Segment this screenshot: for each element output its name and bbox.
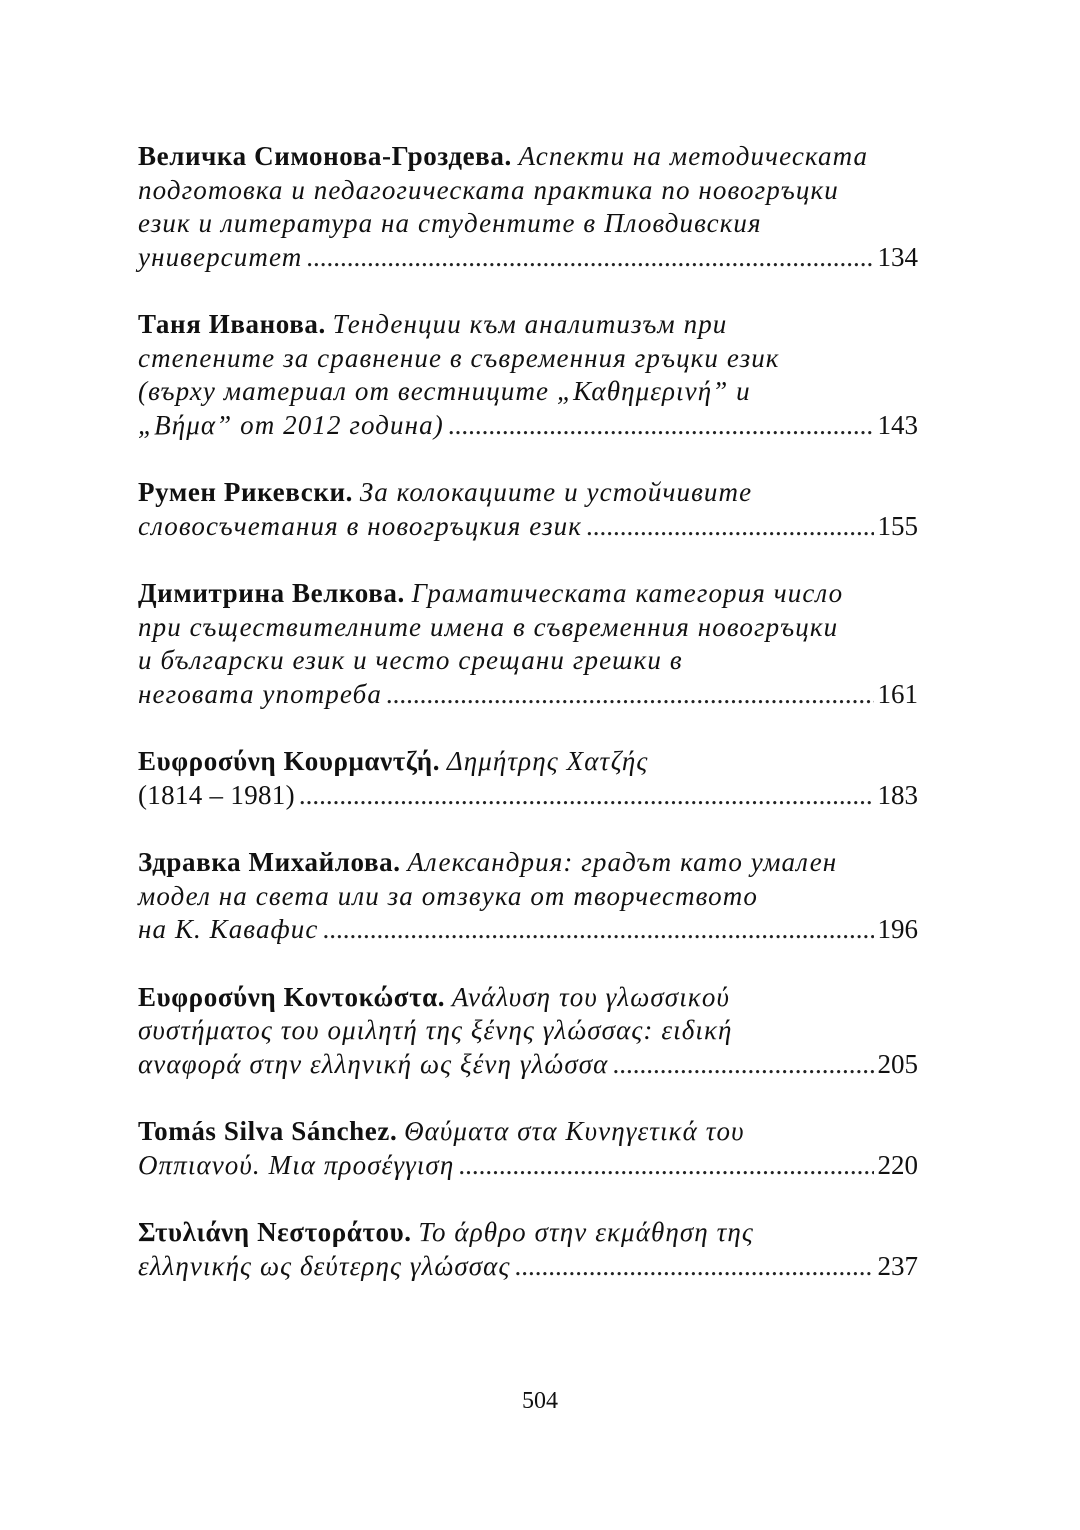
- toc-entry: [138, 140, 918, 274]
- dot-leader: [386, 678, 874, 712]
- entry-title-line: модел на света или за отзвука от творчеството: [138, 880, 758, 911]
- entry-title-line: език и литература на студентите в Пловдивския: [138, 208, 762, 238]
- entry-title-line: Το άρθρο στην εκμάθηση της: [418, 1217, 754, 1247]
- entry-page-number: 196: [877, 914, 918, 944]
- toc-entry: [138, 1216, 918, 1283]
- entry-author: Tomás Silva Sánchez.: [138, 1116, 398, 1146]
- toc-entry: [138, 577, 918, 711]
- entry-page-number: 220: [877, 1149, 918, 1180]
- dot-leader: [306, 241, 873, 275]
- entry-author: Димитрина Велкова.: [138, 578, 405, 608]
- entry-title-line: Οππιανού. Μια προσέγγιση: [138, 1149, 455, 1180]
- entry-title-line: на К. Кавафис: [138, 914, 319, 944]
- entry-title-line: αναφορά στην ελληνική ως ξένη γλώσσα: [138, 1048, 609, 1079]
- dot-leader: [586, 510, 874, 544]
- toc-entry: [138, 1115, 918, 1182]
- entry-page-number: 237: [877, 1250, 918, 1281]
- toc-entry: [138, 745, 918, 812]
- entry-author: Величка Симонова-Гроздева.: [138, 141, 512, 171]
- entry-title-line: Ανάλυση του γλωσσικού: [451, 981, 730, 1012]
- entry-author: Здравка Михайлова.: [138, 847, 401, 877]
- entry-author: Ευφροσύνη Κουρμαντζή.: [138, 746, 441, 776]
- entry-page-number: 143: [877, 409, 918, 440]
- toc-entry: [138, 476, 918, 543]
- entry-title-line: ελληνικής ως δεύτερης γλώσσας: [138, 1250, 511, 1281]
- entry-title-line: συστήματος του ομιλητή της ξένης γλώσσας: ειδική: [138, 1015, 733, 1045]
- entry-title-line: степените за сравнение в съвременния гръцки език: [138, 342, 780, 373]
- dot-leader: [458, 1149, 873, 1183]
- entry-author: Таня Иванова.: [138, 309, 326, 339]
- table-of-contents: [138, 140, 918, 1317]
- entry-title-line: Тенденции към аналитизъм при: [332, 309, 728, 339]
- entry-title-line: при съществителните имена в съвременния новогръцки: [138, 611, 839, 642]
- dot-leader: [612, 1048, 873, 1082]
- entry-title-line: Δημήτρης Χατζής: [446, 746, 649, 776]
- toc-entry: [138, 308, 918, 442]
- entry-title-line: неговата употреба: [138, 678, 382, 709]
- entry-title-line: Аспекти на методическата: [518, 141, 869, 171]
- dot-leader: [448, 409, 874, 443]
- entry-title-line: Александрия: градът като умален: [407, 847, 838, 877]
- dot-leader: [323, 913, 874, 947]
- entry-title-line: (1814 – 1981): [138, 779, 295, 810]
- entry-title-line: „Βήμα” от 2012 година): [138, 409, 444, 440]
- entry-page-number: 155: [877, 510, 918, 541]
- entry-title-line: Граматическата категория число: [411, 578, 844, 608]
- entry-title-line: словосъчетания в новогръцкия език: [138, 510, 582, 541]
- entry-title-line: (върху материал от вестниците „Καθημερινή” и: [138, 376, 751, 406]
- entry-title-line: подготовка и педагогическата практика по новогръцки: [138, 174, 839, 205]
- entry-title-line: За колокациите и устойчивите: [359, 477, 753, 507]
- entry-page-number: 161: [877, 678, 918, 709]
- entry-page-number: 205: [877, 1048, 918, 1079]
- dot-leader: [515, 1250, 874, 1284]
- page-number: 504: [522, 1388, 558, 1414]
- dot-leader: [299, 779, 874, 813]
- entry-author: Στυλιάνη Νεστοράτου.: [138, 1217, 412, 1247]
- entry-author: Ευφροσύνη Κοντοκώστα.: [138, 981, 446, 1012]
- entry-title-line: Θαύματα στα Κυνηγετικά του: [404, 1116, 745, 1146]
- entry-title-line: университет: [138, 241, 303, 272]
- entry-page-number: 134: [877, 241, 918, 272]
- entry-title-line: и български език и често срещани грешки в: [138, 645, 683, 675]
- entry-author: Румен Рикевски.: [138, 477, 353, 507]
- entry-page-number: 183: [877, 779, 918, 810]
- toc-entry: [138, 981, 918, 1082]
- toc-entry: [138, 846, 918, 947]
